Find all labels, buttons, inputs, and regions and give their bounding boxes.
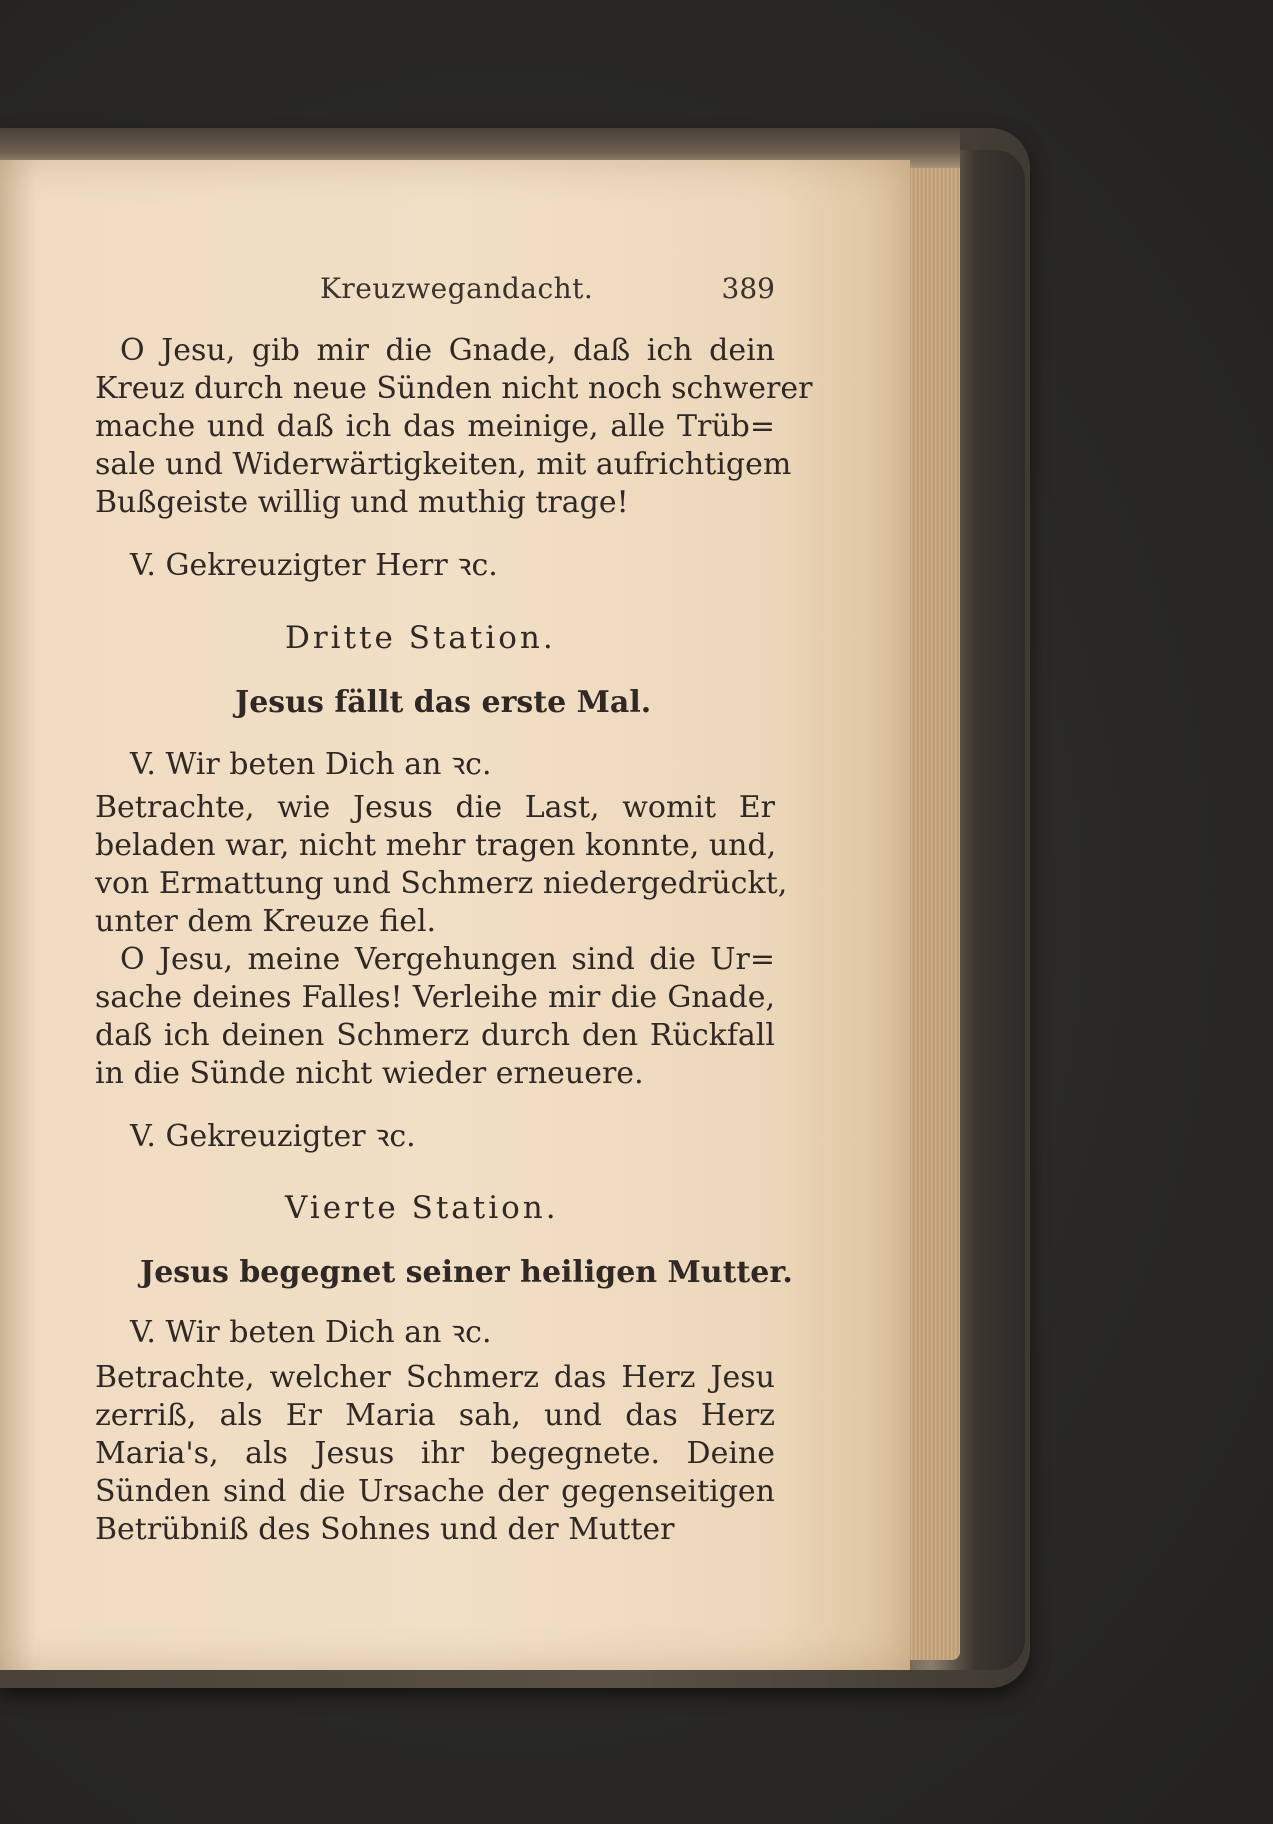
text-line: Betrachte, wie Jesus die Last, womit Er [95,790,775,825]
text-line: Maria's, als Jesus ihr begegnete. Deine [95,1436,775,1471]
text-line: Sünden sind die Ursache der gegenseitigen [95,1474,775,1509]
station-subheading: Jesus fällt das erste Mal. [235,685,652,720]
text-line: Betrübniß des Sohnes und der Mutter [95,1512,675,1547]
versicle: V. Wir beten Dich an ꝛc. [130,1315,492,1350]
text-line: Betrachte, welcher Schmerz das Herz Jesu [95,1360,775,1395]
text-line: von Ermattung und Schmerz niedergedrückt, [95,866,788,901]
text-line: Bußgeiste willig und muthig trage! [95,485,629,520]
page-number: 389 [721,272,775,305]
station-subheading: Jesus begegnet seiner heiligen Mutter. [140,1255,793,1290]
versicle: V. Gekreuzigter Herr ꝛc. [130,548,498,583]
text-line: O Jesu, gib mir die Gnade, daß ich dein [120,333,775,368]
versicle: V. Gekreuzigter ꝛc. [130,1119,416,1154]
text-line: daß ich deinen Schmerz durch den Rückfall [95,1018,775,1053]
text-line: zerriß, als Er Maria sah, und das Herz [95,1398,775,1433]
text-line: Kreuz durch neue Sünden nicht noch schwerer [95,371,813,406]
text-line: unter dem Kreuze fiel. [95,904,437,939]
text-line: mache und daß ich das meinige, alle Trüb= [95,409,775,444]
station-heading: Vierte Station. [285,1190,559,1226]
versicle: V. Wir beten Dich an ꝛc. [130,747,492,782]
text-line: beladen war, nicht mehr tragen konnte, und, [95,828,777,863]
running-header [95,272,775,312]
running-title: Kreuzwegandacht. [320,272,594,305]
text-line: sale und Widerwärtigkeiten, mit aufrichtigem [95,447,792,482]
text-line: in die Sünde nicht wieder erneuere. [95,1056,644,1091]
station-heading: Dritte Station. [285,620,556,656]
text-line: sache deines Falles! Verleihe mir die Gnade, [95,980,775,1015]
text-line: O Jesu, meine Vergehungen sind die Ur= [120,942,775,977]
